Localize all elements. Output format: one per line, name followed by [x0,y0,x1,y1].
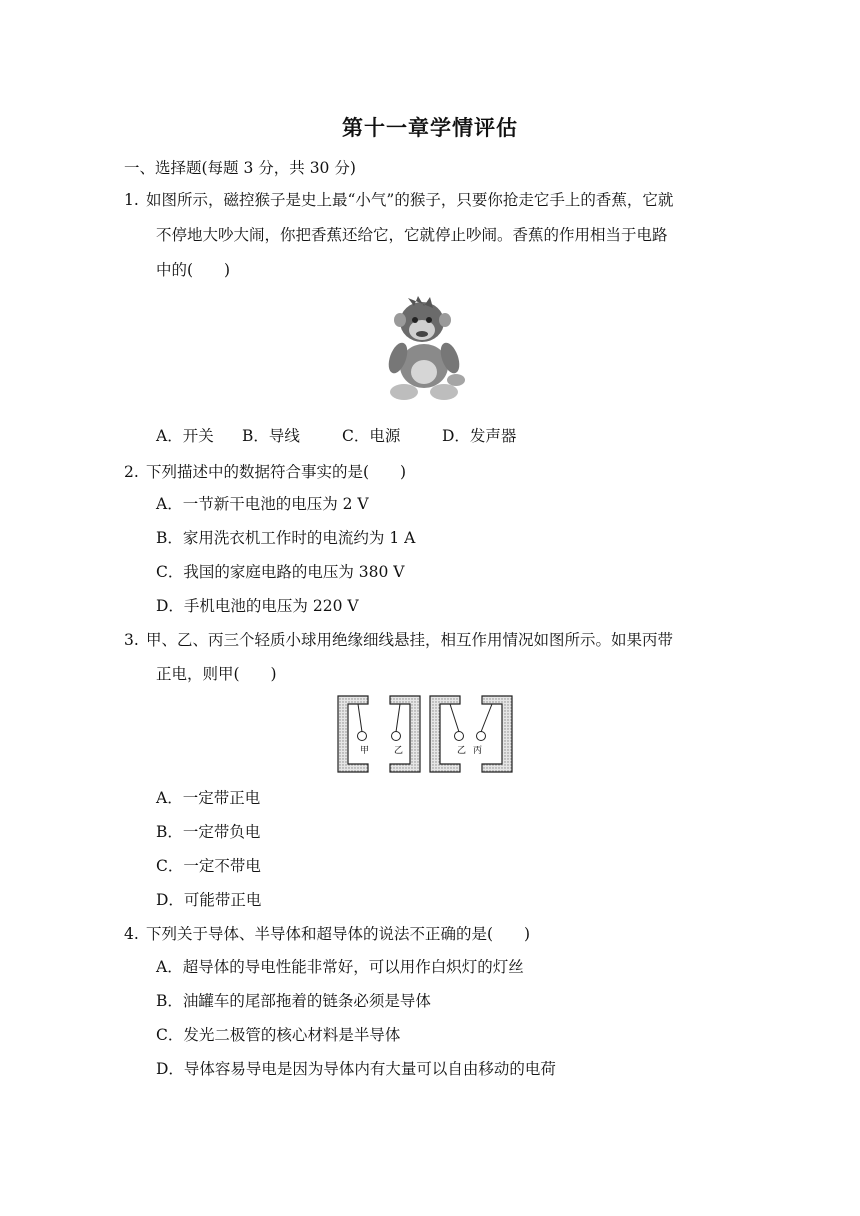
question-3-option-b[interactable]: B．一定带负电 [156,823,261,841]
question-2-line-1: 下列描述中的数据符合事实的是( ) [146,463,407,481]
question-3-line-1: 甲、乙、丙三个轻质小球用绝缘细线悬挂，相互作用情况如图所示。如果丙带 [146,631,674,649]
question-4-option-c[interactable]: C．发光二极管的核心材料是半导体 [156,1026,401,1044]
question-1-options [156,426,516,446]
question-4-line-1: 下列关于导体、半导体和超导体的说法不正确的是( ) [146,925,531,943]
question-2-number: 2. [124,463,139,481]
ball-label-bing: 丙 [473,746,483,756]
question-1-option-b[interactable]: B．导线 [242,427,300,445]
question-4-number: 4. [124,925,139,943]
question-2-option-c[interactable]: C．我国的家庭电路的电压为 380 V [156,563,405,581]
question-2-option-a[interactable]: A．一节新干电池的电压为 2 V [156,495,369,513]
question-2-option-b[interactable]: B．家用洗衣机工作时的电流约为 1 A [156,529,416,547]
page-title: 第十一章学情评估 [342,116,518,140]
ball-label-yi-left: 乙 [394,746,404,756]
question-4-option-d[interactable]: D．导体容易导电是因为导体内有大量可以自由移动的电荷 [156,1060,556,1078]
question-2-option-d[interactable]: D．手机电池的电压为 220 V [156,597,359,615]
hanging-balls-figure [336,692,516,776]
monkey-toy-image [378,292,470,404]
question-1-option-d[interactable]: D．发声器 [442,427,517,445]
question-3-line-2: 正电，则甲( ) [156,665,277,683]
question-1-option-a[interactable]: A．开关 [156,427,214,445]
question-4-option-a[interactable]: A．超导体的导电性能非常好，可以用作白炽灯的灯丝 [156,958,524,976]
section-heading: 一、选择题(每题 3 分，共 30 分) [124,159,356,177]
question-1-option-c[interactable]: C．电源 [342,427,401,445]
question-3-option-c[interactable]: C．一定不带电 [156,857,261,875]
ball-label-yi-right: 乙 [457,746,467,756]
ball-label-jia: 甲 [360,746,370,756]
question-1-number: 1. [124,191,139,209]
question-3-option-a[interactable]: A．一定带正电 [156,789,261,807]
question-1-line-2: 不停地大吵大闹，你把香蕉还给它，它就停止吵闹。香蕉的作用相当于电路 [156,226,668,244]
question-4-option-b[interactable]: B．油罐车的尾部拖着的链条必须是导体 [156,992,431,1010]
question-3-number: 3. [124,631,139,649]
question-1-line-1: 如图所示，磁控猴子是史上最“小气”的猴子，只要你抢走它手上的香蕉，它就 [146,191,674,209]
question-3-option-d[interactable]: D．可能带正电 [156,891,262,909]
question-1-line-3: 中的( ) [156,261,231,279]
